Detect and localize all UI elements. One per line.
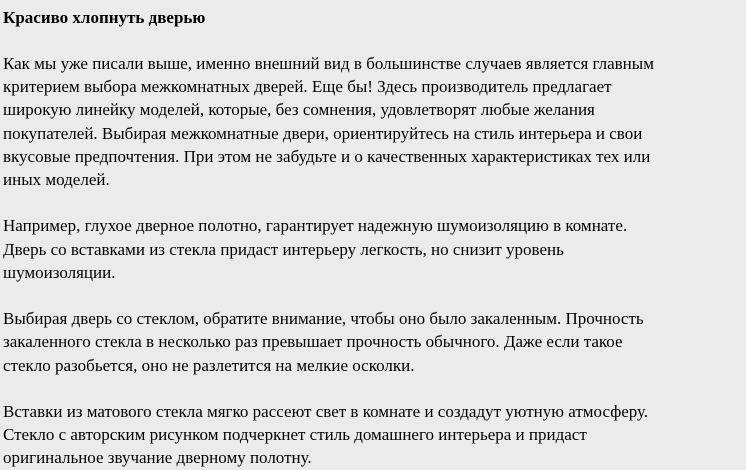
paragraph-line: шумоизоляции. (3, 262, 116, 282)
paragraph-line: Стекло с авторским рисунком подчеркнет стиль домашнего интерьера и придаст (3, 425, 587, 445)
paragraph-line: критерием выбора межкомнатных дверей. Еще бы! Здесь производитель предлагает (3, 77, 612, 97)
paragraph-line: покупателей. Выбирая межкомнатные двери, ориентируйтесь на стиль интерьера и свои (3, 123, 643, 143)
paragraph-line: оригинальное звучание дверному полотну. (3, 448, 312, 468)
article-title: Красиво хлопнуть дверью (3, 8, 206, 27)
paragraph-line: Дверь со вставками из стекла придаст интерьеру легкость, но снизит уровень (3, 239, 564, 259)
paragraph-line: широкую линейку моделей, которые, без сомнения, удовлетворят любые желания (3, 100, 595, 120)
paragraph-4 (3, 400, 745, 470)
paragraph-3 (3, 307, 745, 377)
paragraph-line: Как мы уже писали выше, именно внешний вид в большинстве случаев является главным (3, 54, 654, 73)
paragraph-line: закаленного стекла в несколько раз превышает прочность обычного. Даже если такое (3, 332, 623, 352)
paragraph-line: иных моделей. (3, 170, 110, 190)
paragraph-2 (3, 214, 745, 284)
paragraph-line: Например, глухое дверное полотно, гарантирует надежную шумоизоляцию в комнате. (3, 216, 628, 236)
paragraph-line: Выбирая дверь со стеклом, обратите внимание, чтобы оно было закаленным. Прочность (3, 309, 644, 329)
paragraph-line: стекло разобьется, оно не разлетится на мелкие осколки. (3, 355, 415, 375)
paragraph-line: Вставки из матового стекла мягко рассеют свет в комнате и создадут уютную атмосферу. (3, 402, 649, 421)
paragraph-1 (3, 52, 745, 191)
paragraph-line: вкусовые предпочтения. При этом не забудьте и о качественных характеристиках тех или (3, 146, 651, 166)
